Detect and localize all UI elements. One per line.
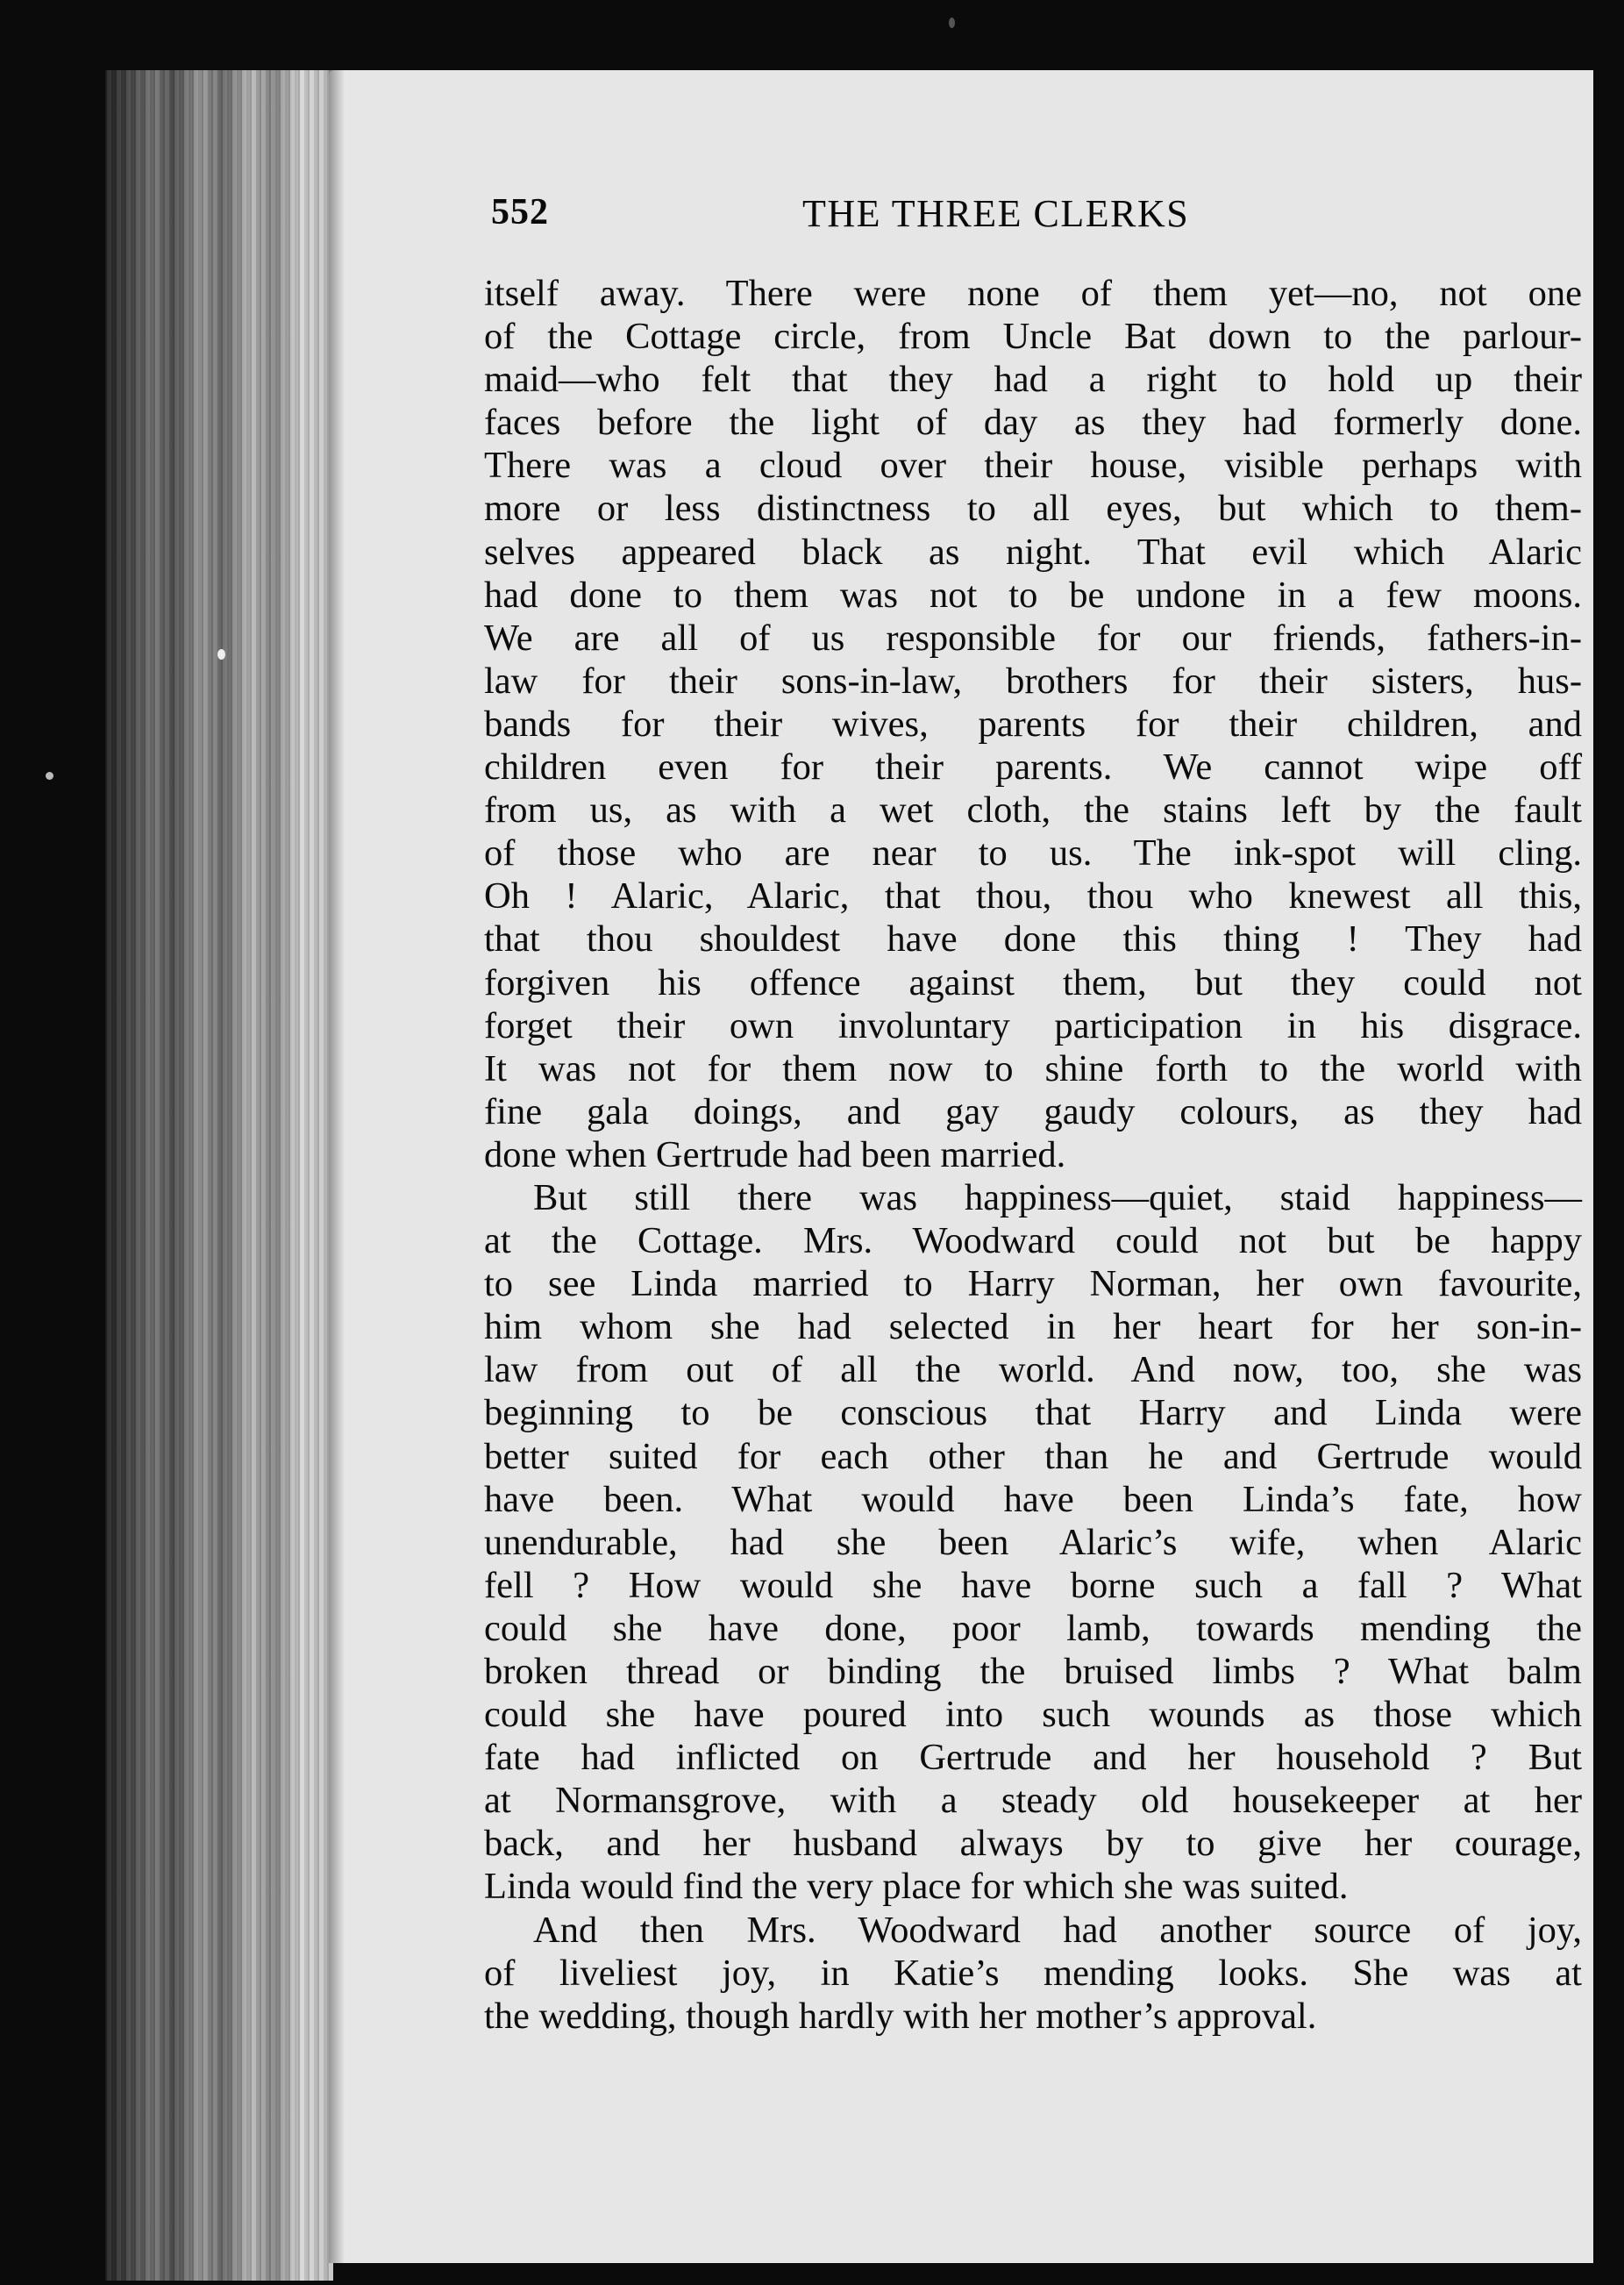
- text-line: forgiven his offence against them, but they could not: [484, 961, 1582, 1003]
- text-line: bands for their wives, parents for their children, and: [484, 703, 1582, 745]
- body-text: [484, 272, 1582, 2038]
- text-line: done when Gertrude had been married.: [484, 1133, 1066, 1175]
- page-number: 552: [491, 192, 549, 232]
- text-line: beginning to be conscious that Harry and Linda were: [484, 1392, 1582, 1434]
- text-line: broken thread or binding the bruised limbs ? What balm: [484, 1651, 1582, 1692]
- text-line: fate had inflicted on Gertrude and her household ? But: [484, 1737, 1582, 1779]
- background-speck: [46, 772, 53, 780]
- text-line: children even for their parents. We cannot wipe off: [484, 746, 1582, 789]
- text-line: the wedding, though hardly with her mother’s approval.: [484, 1995, 1317, 2037]
- background-speck: [217, 649, 225, 660]
- text-line: There was a cloud over their house, visible perhaps with: [484, 445, 1582, 487]
- text-line: that thou shouldest have done this thing ! They had: [484, 918, 1582, 960]
- paragraph: [484, 1176, 1582, 1909]
- text-line: Oh ! Alaric, Alaric, that thou, thou who knewest all this,: [484, 875, 1582, 918]
- text-line: fine gala doings, and gay gaudy colours, as they had: [484, 1090, 1582, 1132]
- text-line: fell ? How would she have borne such a fall ? What: [484, 1564, 1582, 1606]
- text-line: from us, as with a wet cloth, the stains left by the fault: [484, 789, 1582, 832]
- text-line: Linda would find the very place for which she was suited.: [484, 1866, 1349, 1908]
- text-line: better suited for each other than he and Gertrude would: [484, 1435, 1582, 1477]
- text-line: him whom she had selected in her heart for her son-in-: [484, 1306, 1582, 1348]
- text-line: itself away. There were none of them yet—no, not one: [484, 273, 1582, 314]
- text-line: more or less distinctness to all eyes, but which to them-: [484, 488, 1582, 530]
- text-line: of those who are near to us. The ink-spot will cling.: [484, 832, 1582, 875]
- text-line: maid—who felt that they had a right to hold up their: [484, 359, 1582, 401]
- running-head: [491, 191, 1368, 244]
- text-line: had done to them was not to be undone in a few moons.: [484, 574, 1582, 616]
- text-line: law from out of all the world. And now, too, she was: [484, 1349, 1582, 1391]
- text-line: forget their own involuntary participation in his disgrace.: [484, 1004, 1582, 1046]
- text-line: And then Mrs. Woodward had another source of joy,: [533, 1909, 1582, 1951]
- text-line: faces before the light of day as they had formerly done.: [484, 402, 1582, 444]
- paragraph: [484, 1909, 1582, 2038]
- text-line: of liveliest joy, in Katie’s mending looks. She was at: [484, 1952, 1582, 1994]
- book-title: THE THREE CLERKS: [802, 192, 1190, 235]
- text-line: have been. What would have been Linda’s fate, how: [484, 1478, 1582, 1520]
- text-line: It was not for them now to shine forth to the world with: [484, 1047, 1582, 1089]
- text-line: to see Linda married to Harry Norman, her own favourite,: [484, 1263, 1582, 1305]
- paragraph: [484, 272, 1582, 1176]
- text-line: of the Cottage circle, from Uncle Bat down to the parlour-: [484, 316, 1582, 358]
- text-line: selves appeared black as night. That evil which Alaric: [484, 531, 1582, 573]
- page-edge-shadow: [329, 70, 345, 2263]
- text-line: at the Cottage. Mrs. Woodward could not but be happy: [484, 1220, 1582, 1262]
- book-spine-streaks: [105, 70, 333, 2281]
- text-line: We are all of us responsible for our friends, fathers-in-: [484, 617, 1582, 659]
- text-line: But still there was happiness—quiet, staid happiness—: [533, 1176, 1582, 1218]
- text-line: could she have poured into such wounds as those which: [484, 1694, 1582, 1736]
- background-speck: [949, 18, 955, 28]
- text-line: unendurable, had she been Alaric’s wife, when Alaric: [484, 1521, 1582, 1563]
- text-line: law for their sons-in-law, brothers for their sisters, hus-: [484, 660, 1582, 702]
- text-line: back, and her husband always by to give her courage,: [484, 1823, 1582, 1865]
- text-line: could she have done, poor lamb, towards mending the: [484, 1607, 1582, 1649]
- text-line: at Normansgrove, with a steady old housekeeper at her: [484, 1780, 1582, 1822]
